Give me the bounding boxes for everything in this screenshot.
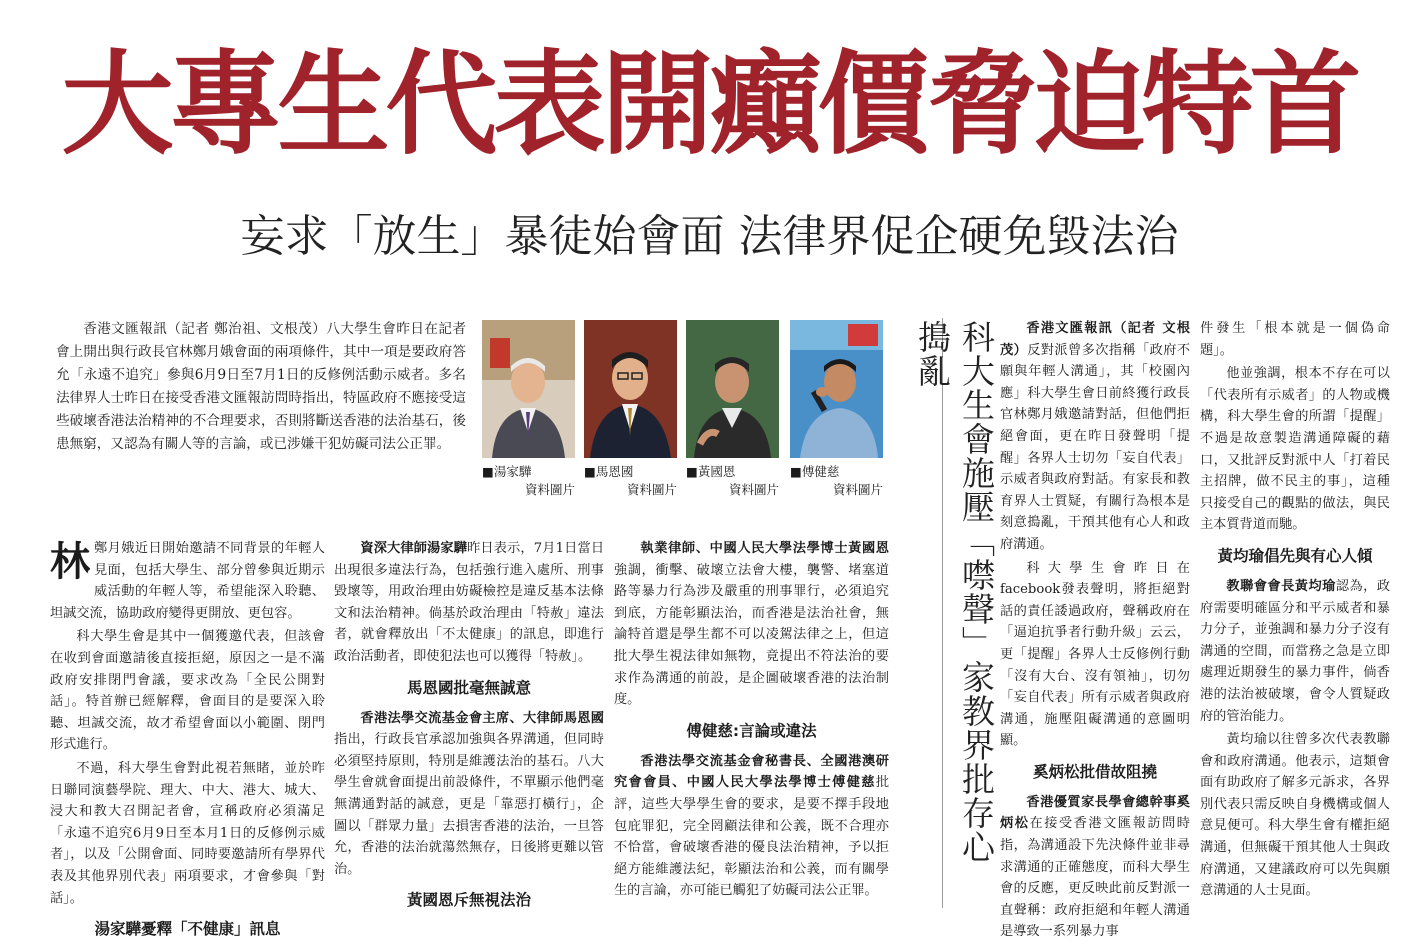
headline: 大專生代表開癲價脅迫特首: [61, 40, 1358, 170]
photo-tang-kai-yin: [482, 320, 575, 458]
speaker-name: 香港優質家長學會總幹事奚炳松: [1000, 794, 1190, 832]
photo-wong-kwok-yan: [686, 320, 779, 458]
caption-name: 黃國恩: [697, 464, 736, 479]
caption-source: 資料圖片: [626, 482, 677, 497]
caption-name: 傅健慈: [801, 464, 840, 479]
article-paragraph: 香港法學交流基金會主席、大律師馬恩國指出，行政長官承認加強與各界溝通，但同時必須堅持原則，特別是維護法治的基石。八大學生會就會面提出前設條件，不單顯示他們毫無溝通對話的誠意，更是「靠惡打橫行」，企圖以「群眾力量」去損害香港的法治，一旦答允，香港的法治就蕩然無存，日後將更難以管治。: [334, 710, 604, 877]
portrait-image: [686, 320, 779, 458]
article-paragraph: 林鄭月娥近日開始邀請不同背景的年輕人見面，包括大學生、部分曾參與近期示威活動的年輕人等，希望能深入聆聽、坦誠交流，協助政府變得更開放、更包容。: [50, 538, 325, 621]
caption-name: 馬恩國: [595, 464, 634, 479]
column-divider: [942, 318, 943, 908]
caption-wong-kwok-yan: [686, 463, 779, 499]
article-paragraph: 科大學生會是其中一個獲邀代表，但該會在收到會面邀請後直接拒絕，原因之一是不滿政府安排閉門會議，要求改為「全民公開對話」。特首辦已經解釋，會面目的是要深入聆聽、坦誠交流，故才希望會面以小範圍、閉門形式進行。: [50, 629, 325, 753]
photo-fu-kin-chi: [790, 320, 883, 458]
article-paragraph: 香港法學交流基金會秘書長、全國港澳研究會會員、中國人民大學法學博士傅健慈批評，這些大學學生會的要求，是要不擇手段地包庇罪犯，完全罔顧法律和公義，既不合理亦不恰當，會破壞香港的優良法治精神，予以拒絕方能維護法紀，彰顯法治和公義，而有關學生的言論，亦可能已觸犯了妨礙司法公正罪。: [614, 753, 889, 899]
byline: 香港文匯報訊（記者 文根茂）: [1000, 321, 1190, 358]
article-paragraph: 科大學生會昨日在facebook發表聲明，將拒絕對話的責任諉過政府，聲稱政府在「逼迫抗爭者行動升級」云云，更「提醒」各界人士反修例行動「沒有大台、沒有領袖」，切勿「妄自代表」所有示威者與政府溝通，施壓阻礙溝通的意圖明顯。: [1000, 560, 1190, 749]
square-bullet-icon: ■: [482, 464, 494, 479]
article-column-3: [614, 538, 889, 912]
drop-cap: 林: [50, 538, 90, 585]
caption-tang-kai-yin: [482, 463, 575, 499]
article-paragraph: 教聯會會長黃均瑜認為，政府需要明確區分和平示威者和暴力分子，並強調和暴力分子沒有溝通的空間，而當務之急是立即處理近期發生的暴力事件，倘香港的法治被破壞，會令人質疑政府的管治能力。: [1200, 578, 1391, 724]
article-paragraph: 件發生「根本就是一個偽命題」。: [1200, 321, 1390, 358]
article-column-1: [50, 538, 325, 939]
article-paragraph: 資深大律師湯家驊昨日表示，7月1日當日出現很多違法行為，包括強行進入處所、刑事毀壞等，用政治理由妨礙檢控是違反基本法條文和法治精神。倘基於政治理由「特赦」違法者，就會釋放出「不太健康」的訊息，即進行政治活動者，即使犯法也可以獲得「特赦」。: [334, 541, 605, 664]
caption-fu-kin-chi: [790, 463, 883, 499]
caption-name: 湯家驊: [493, 464, 532, 479]
caption-ma-yan-kwok: [584, 463, 677, 499]
speaker-name: 教聯會會長黃均瑜: [1226, 578, 1336, 594]
section-subtitle: 湯家驊憂釋「不健康」訊息: [94, 920, 281, 939]
caption-source: 資料圖片: [524, 482, 575, 497]
caption-source: 資料圖片: [728, 482, 779, 497]
section-subtitle: 黃國恩斥無視法治: [406, 891, 531, 910]
photo-ma-yan-kwok: [584, 320, 677, 458]
speaker-name: 執業律師、中國人民大學法學博士黃國恩: [640, 541, 889, 556]
article-paragraph: 不過，科大學生會對此視若無睹，並於昨日聯同演藝學院、理大、中大、港大、城大、浸大和教大召開記者會，宣稱政府必須滿足「永遠不追究6月9日至本月1日的反修例示威者」，以及「公開會面、同時要邀請所有學界代表及其他界別代表」兩項要求，才會參與「對話」。: [50, 760, 325, 906]
section-subtitle: 馬恩國批毫無誠意: [406, 678, 531, 697]
square-bullet-icon: ■: [584, 464, 596, 479]
section-subtitle: 傅健慈:言論或違法: [686, 721, 817, 740]
article-paragraph: 執業律師、中國人民大學法學博士黃國恩強調，衝擊、破壞立法會大樓，襲警、堵塞道路等暴力行為涉及嚴重的刑事罪行，必須追究到底，方能彰顯法治，而香港是法治社會，無論特首還是學生都不可以凌駕法律之上，但這批大學生視法律如無物，竟提出不符法治的要求作為溝通的前設，是企圖破壞香港的法治制度。: [614, 541, 889, 708]
speaker-name: 資深大律師湯家驊: [360, 541, 468, 556]
portrait-image: [790, 320, 883, 458]
article-column-2: [334, 538, 604, 912]
article-paragraph: 他並強調，根本不存在可以「代表所有示威者」的人物或機構，科大學生會的所謂「提醒」不過是故意製造溝通障礙的藉口，又批評反對派中人「打着民主招牌，做不民主的事」，這種只接受自己的觀點的做法，與民主本質背道而馳。: [1200, 366, 1390, 533]
caption-source: 資料圖片: [832, 482, 883, 497]
intro-paragraph: [56, 318, 466, 508]
portrait-image: [482, 320, 575, 458]
section-subtitle: 黃均瑜倡先與有心人傾: [1217, 546, 1373, 565]
subheadline: 妄求「放生」暴徒始會面 法律界促企硬免毀法治: [240, 211, 1179, 262]
square-bullet-icon: ■: [790, 464, 802, 479]
article-column-5: [1200, 318, 1390, 908]
article-column-4: [1000, 318, 1191, 940]
article-paragraph: 黃均瑜以往曾多次代表教聯會和政府溝通。他表示，這類會面有助政府了解多元訴求，各界別代表只需反映自身機構或個人意見便可。科大學生會有權拒絕溝通，但無礙干預其他人士與政府溝通，又建議政府可以先與願意溝通的人士見面。: [1200, 732, 1390, 899]
speaker-name: 香港法學交流基金會主席、大律師馬恩國: [360, 710, 604, 726]
intro-text: 香港文匯報訊（記者 鄭治祖、文根茂）八大學生會昨日在記者會上開出與行政長官林鄭月娥會面的兩項條件，其中一項是要政府答允「永遠不追究」參與6月9日至7月1日的反修例活動示威者。多名法律界人士昨日在接受香港文匯報訪問時指出，特區政府不應接受這些破壞香港法治精神的不合理要求，否則將斷送香港的法治基石，後患無窮，又認為有關人等的言論，或已涉嫌干犯妨礙司法公正罪。: [56, 321, 466, 453]
portrait-image: [584, 320, 677, 458]
square-bullet-icon: ■: [686, 464, 698, 479]
article-paragraph: 香港文匯報訊（記者 文根茂）反對派曾多次指稱「政府不願與年輕人溝通」，其「校園內應」科大學生會日前終獲行政長官林鄭月娥邀請對話，但他們拒絕會面，更在昨日發聲明「提醒」各界人士切勿「妄自代表」示威者與政府對話。有家長和教育界人士質疑，有關行為根本是刻意搗亂，干預其他有心人和政府溝通。: [1000, 321, 1191, 552]
article-paragraph: 香港優質家長學會總幹事奚炳松在接受香港文匯報訪問時指，為溝通設下先決條件並非尋求溝通的正確態度，而科大學生會的反應，更反映此前反對派一直聲稱：政府拒絕和年輕人溝通是導致一系列暴力事: [1000, 794, 1190, 940]
speaker-name: 香港法學交流基金會秘書長、全國港澳研究會會員、中國人民大學法學博士傅健慈: [614, 753, 889, 791]
side-story-title: 科大生會施壓「噤聲」家教界批存心搗亂: [913, 320, 996, 864]
section-subtitle: 奚炳松批借故阻撓: [1032, 762, 1157, 781]
